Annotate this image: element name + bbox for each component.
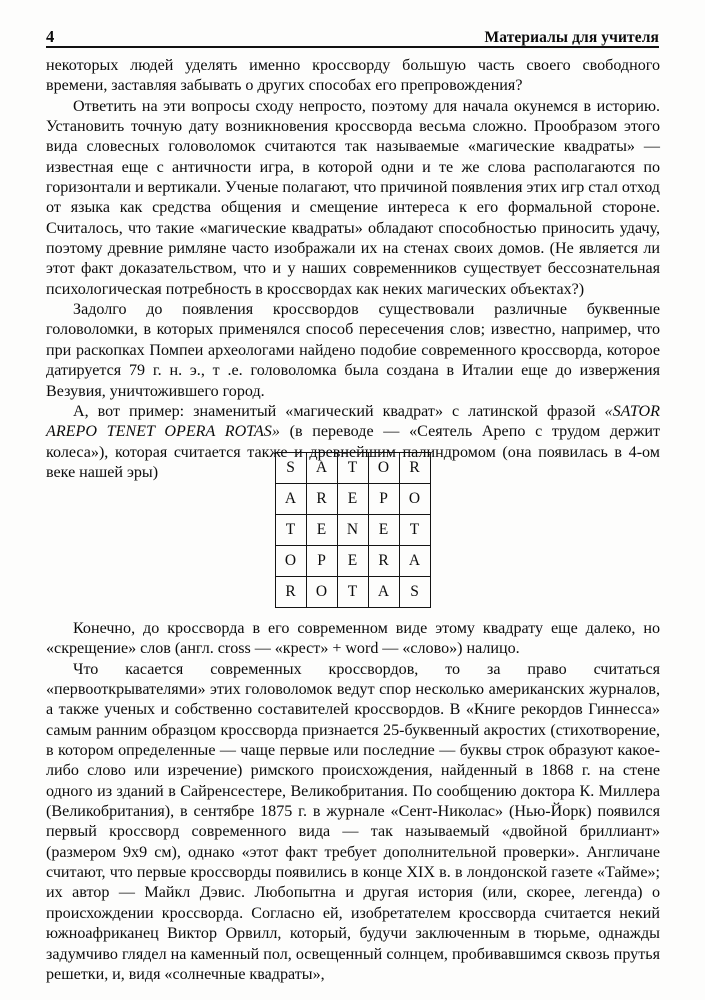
body-text-lower xyxy=(46,619,660,985)
grid-cell: A xyxy=(399,546,430,577)
sator-tail-text: (в переводе — «Сеятель Арепо с трудом держит колеса»), которая считается также и древнейшим палиндромом (она появилась в 4-ом веке нашей эры) xyxy=(46,423,660,481)
paragraph-crossing: Конечно, до кроссворда в его современном виде этому квадрату еще далеко, но «скрещение» слов (англ. cross — «крест» + word — «слово») налицо. xyxy=(46,620,660,658)
grid-cell: N xyxy=(337,515,368,546)
running-head xyxy=(46,24,659,48)
grid-cell: E xyxy=(337,484,368,515)
table-row xyxy=(275,515,430,546)
body-text-upper xyxy=(46,56,660,483)
grid-cell: A xyxy=(306,453,337,484)
grid-cell: R xyxy=(275,577,306,608)
sator-square-figure xyxy=(0,452,705,608)
table-row xyxy=(275,577,430,608)
sator-lead-text: А, вот пример: знаменитый «магический квадрат» с латинской фразой xyxy=(73,402,605,420)
running-head-title: Материалы для учителя xyxy=(484,28,659,46)
grid-cell: T xyxy=(337,453,368,484)
grid-cell: P xyxy=(368,484,399,515)
sator-grid-body xyxy=(275,453,430,608)
grid-cell: S xyxy=(399,577,430,608)
grid-cell: P xyxy=(306,546,337,577)
grid-cell: O xyxy=(275,546,306,577)
grid-cell: T xyxy=(399,515,430,546)
paragraph-pompeii: Задолго до появления кроссвордов существовали различные буквенные головоломки, в которых применялся способ пересечения слов; известно, например, что при раскопках Помпеи археологами найдено подобие современного кроссворда, которое датируется 79 г. н. э., т .е. головоломка была создана в Италии еще до извержения Везувия, уничтожившего город. xyxy=(46,301,660,400)
grid-cell: S xyxy=(275,453,306,484)
grid-cell: R xyxy=(368,546,399,577)
grid-cell: T xyxy=(275,515,306,546)
table-row xyxy=(275,453,430,484)
grid-cell: E xyxy=(368,515,399,546)
sator-square-grid xyxy=(275,452,431,608)
paragraph-continued: некоторых людей уделять именно кроссворду большую часть своего свободного времени, заставляя забывать о других способах его препровождения? xyxy=(46,57,660,95)
table-row xyxy=(275,484,430,515)
paragraph-modern-crosswords: Что касается современных кроссвордов, то за право считаться «первооткрывателями» этих головоломок ведут спор несколько американских журналов, а также ученых и собственно составителей кроссвордов. В «Книге рекордов Гиннесса» самым ранним образцом кроссворда признается 25-буквенный акростих (стихотворение, в котором определенные — чаще первые или последние — буквы строк образуют какое-либо слово или изречение) римского происхождения, найденный в 1868 г. на стене одного из зданий в Сайренсестере, Великобритания. По сообщению доктора К. Миллера (Великобритания), в сентябре 1875 г. в журнале «Сент-Николас» (Нью-Йорк) появился первый кроссворд современного вида — так называемый «двойной бриллиант» (размером 9х9 см), однако «этот факт требует дополнительной проверки». Англичане считают, что первые кроссворды появились в конце XIX в. в лондонской газете «Тайме»; их автор — Майкл Дэвис. Любопытна и другая история (или, скорее, легенда) о происхождении кроссворда. Согласно ей, изобретателем кроссворда считается некий южноафриканец Виктор Орвилл, который, будучи заключенным в тюрьме, однажды задумчиво глядел на каменный пол, освещенный солнцем, пробивавшимся сквозь прутья решетки, и, видя «солнечные квадраты», xyxy=(46,660,660,983)
grid-cell: O xyxy=(368,453,399,484)
grid-cell: R xyxy=(399,453,430,484)
grid-cell: O xyxy=(399,484,430,515)
grid-cell: A xyxy=(368,577,399,608)
grid-cell: R xyxy=(306,484,337,515)
grid-cell: O xyxy=(306,577,337,608)
grid-cell: A xyxy=(275,484,306,515)
page-number: 4 xyxy=(46,26,55,46)
grid-cell: T xyxy=(337,577,368,608)
table-row xyxy=(275,546,430,577)
grid-cell: E xyxy=(306,515,337,546)
grid-cell: E xyxy=(337,546,368,577)
paragraph-history: Ответить на эти вопросы сходу непросто, поэтому для начала окунемся в историю. Установить точную дату возникновения кроссворда весьма сложно. Прообразом этого вида словесных головоломок считаются так называемые «магические квадраты» — известная еще с античности игра, в которой одни и те же слова располагаются по горизонтали и вертикали. Ученые полагают, что причиной появления этих игр стал отход от языка как средства общения и смещение интереса к его формальной стороне. Считалось, что такие «магические квадраты» обладают способностью приносить удачу, поэтому древние римляне часто изображали их на стенах своих домов. (Не является ли этот факт доказательством, что и у наших современников существует бессознательная психологическая потребность в кроссвордах как неких магических объектах?) xyxy=(46,97,660,298)
sator-latin-phrase: «SATOR AREPO TENET OPERA ROTAS» xyxy=(46,402,660,441)
